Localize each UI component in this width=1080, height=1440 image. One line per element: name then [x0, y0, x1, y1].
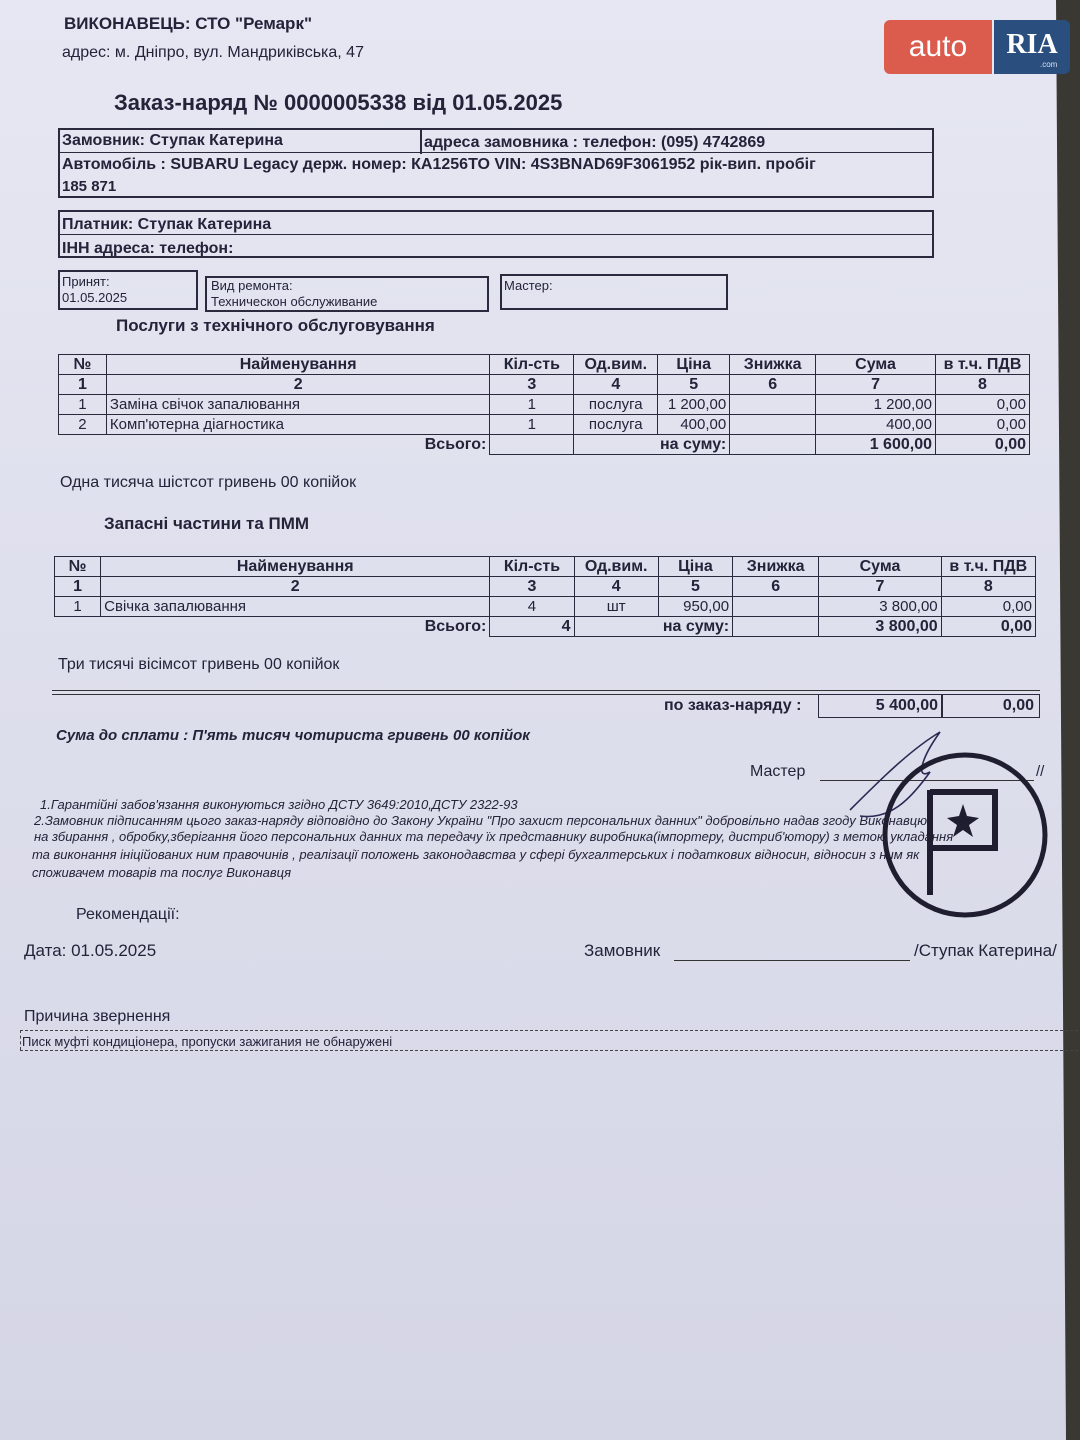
idx-1: 1 [59, 375, 107, 395]
col-price: Ціна [658, 557, 732, 577]
col-vat: в т.ч. ПДВ [941, 557, 1035, 577]
reason-top-line [20, 1030, 1078, 1031]
row-name: Комп'ютерна діагностика [106, 415, 489, 435]
col-qty: Кіл-сть [490, 355, 574, 375]
services-total-qty [490, 435, 574, 455]
customer-signature-name: /Ступак Катерина/ [914, 941, 1057, 960]
idx-7: 7 [819, 577, 941, 597]
master-signature-label: Мастер [750, 763, 806, 780]
services-index-row [59, 375, 1030, 395]
parts-total-sum: 3 800,00 [819, 617, 941, 637]
col-sum: Сума [819, 557, 941, 577]
amount-to-pay: Сума до сплати : П'ять тисяч чотириста гривень 00 копійок [56, 727, 530, 744]
idx-4: 4 [574, 577, 658, 597]
reason-left-line [20, 1030, 21, 1050]
accepted-date: 01.05.2025 [62, 290, 128, 305]
accepted-label: Принят: [62, 274, 110, 289]
table-row [59, 415, 1030, 435]
row-sum: 3 800,00 [819, 597, 941, 617]
col-unit: Од.вим. [574, 355, 658, 375]
idx-8: 8 [941, 577, 1035, 597]
col-num: № [55, 557, 101, 577]
services-title: Послуги з технічного обслуговування [116, 316, 435, 335]
row-num: 2 [59, 415, 107, 435]
car-mileage: 185 871 [62, 178, 117, 195]
services-total-discount [730, 435, 816, 455]
row-name: Заміна свічок запалювання [106, 395, 489, 415]
services-total-words: Одна тисяча шістсот гривень 00 копійок [60, 474, 357, 491]
parts-table [54, 556, 1036, 637]
order-total-sum: 5 400,00 [875, 697, 938, 714]
customer-address-phone: адреса замовника : телефон: (095) 4742869 [424, 134, 766, 151]
col-num: № [59, 355, 107, 375]
stamp-letter: P [938, 930, 939, 931]
parts-on-sum-label: на суму: [574, 617, 732, 637]
order-total-label: по заказ-наряду : [664, 697, 802, 714]
services-total-vat: 0,00 [935, 435, 1029, 455]
autoria-logo [884, 20, 1070, 76]
note-personal-data-1: 2.Замовник підписанням цього заказ-наряду відповідно до Закону України "Про захист персональних данних" добровільно надав згоду Виконавцю [34, 813, 927, 828]
row-unit: послуга [574, 415, 658, 435]
services-total-label: Всього: [59, 435, 490, 455]
col-sum: Сума [816, 355, 936, 375]
idx-4: 4 [574, 375, 658, 395]
customer-divider [420, 130, 422, 154]
row-num: 1 [55, 597, 101, 617]
parts-title: Запасні частини та ПММ [104, 514, 310, 533]
parts-total-words: Три тисячі вісімсот гривень 00 копійок [58, 656, 340, 673]
reason-label: Причина звернення [24, 1008, 171, 1025]
master-box-label: Мастер: [504, 278, 553, 293]
services-on-sum-label: на суму: [574, 435, 730, 455]
parts-total-label: Всього: [55, 617, 490, 637]
repair-type-label: Вид ремонта: [211, 278, 293, 293]
master-signature-end: // [1036, 763, 1045, 780]
row-price: 400,00 [658, 415, 730, 435]
row-price: 1 200,00 [658, 395, 730, 415]
row-sum: 1 200,00 [816, 395, 936, 415]
reason-bottom-line [20, 1050, 1078, 1051]
logo-ria: RIA [994, 20, 1070, 74]
row-price: 950,00 [658, 597, 732, 617]
col-unit: Од.вим. [574, 557, 658, 577]
col-price: Ціна [658, 355, 730, 375]
col-name: Найменування [106, 355, 489, 375]
logo-auto: auto [884, 20, 992, 74]
idx-5: 5 [658, 375, 730, 395]
payer-details: ІНН адреса: телефон: [62, 240, 234, 257]
row-sum: 400,00 [816, 415, 936, 435]
row-num: 1 [59, 395, 107, 415]
col-discount: Знижка [730, 355, 816, 375]
stamp-ring [885, 755, 1045, 915]
idx-6: 6 [730, 375, 816, 395]
table-row [59, 395, 1030, 415]
payer-row-line [60, 234, 932, 235]
col-qty: Кіл-сть [490, 557, 574, 577]
idx-7: 7 [816, 375, 936, 395]
order-total-vat: 0,00 [1002, 697, 1034, 714]
col-name: Найменування [101, 557, 490, 577]
row-qty: 4 [490, 597, 574, 617]
signature-scribble [850, 732, 940, 817]
customer-signature-label: Замовник [584, 941, 661, 960]
customer-name: Замовник: Ступак Катерина [62, 132, 283, 149]
executor-name: ВИКОНАВЕЦЬ: СТО "Ремарк" [64, 14, 313, 33]
document-date: Дата: 01.05.2025 [24, 941, 157, 960]
logo-com: .com [1040, 60, 1058, 69]
payer-name: Платник: Ступак Катерина [62, 216, 272, 233]
row-discount [730, 395, 816, 415]
parts-header-row [55, 557, 1036, 577]
note-personal-data-2: на збирання , обробку,зберігання його персональних данних та передачу їх представнику виробника(імпортеру, дистриб'ютору) з метою укладання [34, 829, 954, 844]
idx-3: 3 [490, 375, 574, 395]
services-header-row [59, 355, 1030, 375]
idx-6: 6 [733, 577, 819, 597]
note-warranty: 1.Гарантійні забов'язання виконуються згідно ДСТУ 3649:2010,ДСТУ 2322-93 [40, 797, 518, 812]
col-discount: Знижка [733, 557, 819, 577]
star-icon [947, 804, 979, 837]
parts-total-row [55, 617, 1036, 637]
services-total-sum: 1 600,00 [816, 435, 936, 455]
reason-text: Писк муфті кондиціонера, пропуски зажигания не обнаружені [22, 1034, 393, 1049]
idx-3: 3 [490, 577, 574, 597]
row-name: Свічка запалювання [101, 597, 490, 617]
row-vat: 0,00 [941, 597, 1035, 617]
car-info: Автомобіль : SUBARU Legacy держ. номер: КА1256ТО VIN: 4S3BNAD69F3061952 рік-вип. пробіг [62, 156, 816, 173]
repair-type-value: Техническон обслуживание [211, 294, 378, 309]
row-discount [733, 597, 819, 617]
idx-1: 1 [55, 577, 101, 597]
note-personal-data-3: та виконання ініційованих ним правочинів , реалізації положень законодавства у сфері бухгалтерських і податкових відносин, відносин з ним як [32, 847, 920, 862]
parts-total-qty: 4 [490, 617, 574, 637]
idx-2: 2 [101, 577, 490, 597]
idx-8: 8 [935, 375, 1029, 395]
customer-row-line [60, 152, 932, 153]
total-divider [52, 690, 1040, 691]
row-discount [730, 415, 816, 435]
row-unit: шт [574, 597, 658, 617]
idx-2: 2 [106, 375, 489, 395]
recommendations-label: Рекомендації: [76, 906, 180, 923]
row-vat: 0,00 [935, 415, 1029, 435]
parts-total-vat: 0,00 [941, 617, 1035, 637]
parts-index-row [55, 577, 1036, 597]
row-qty: 1 [490, 395, 574, 415]
page-title: Заказ-наряд № 0000005338 від 01.05.2025 [114, 90, 563, 115]
company-stamp [820, 720, 1060, 940]
row-unit: послуга [574, 395, 658, 415]
services-table [58, 354, 1030, 455]
services-total-row [59, 435, 1030, 455]
row-qty: 1 [490, 415, 574, 435]
row-vat: 0,00 [935, 395, 1029, 415]
note-personal-data-4: споживачем товарів та послуг Виконавця [32, 865, 292, 880]
parts-total-discount [733, 617, 819, 637]
col-vat: в т.ч. ПДВ [935, 355, 1029, 375]
idx-5: 5 [658, 577, 732, 597]
customer-signature-line [674, 960, 910, 961]
table-row [55, 597, 1036, 617]
executor-address: адрес: м. Дніпро, вул. Мандриківська, 47 [62, 44, 364, 61]
